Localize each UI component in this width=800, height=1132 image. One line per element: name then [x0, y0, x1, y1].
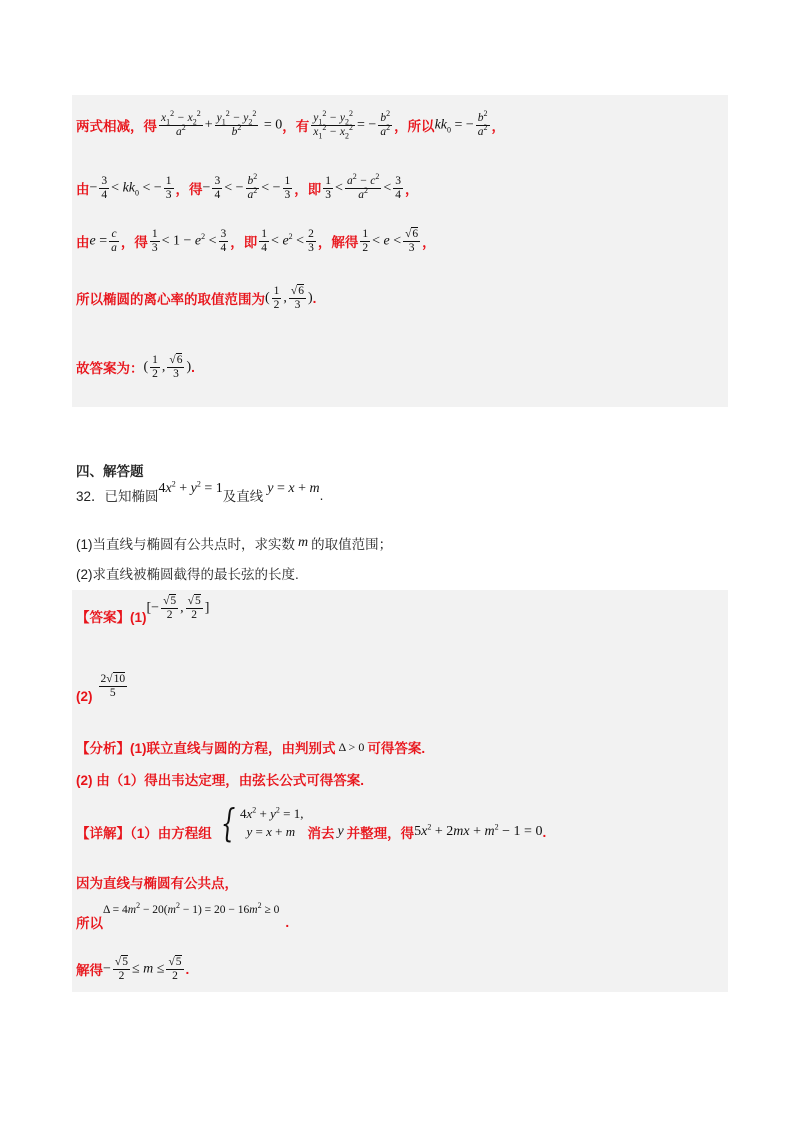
math-e-range-3: $\frac{1}{2}$ < e < $\frac{√6}{3}$	[362, 227, 419, 254]
math-interval-2: ( $\frac{1}{2}$ , $\frac{√6}{3}$ )	[143, 353, 192, 380]
math-interval-1: ( $\frac{1}{2}$ , $\frac{√6}{3}$ )	[265, 284, 313, 311]
math-e-range-1: $\frac{1}{3}$ < $1 - e^2$ < $\frac{3}{4}$	[151, 227, 227, 254]
math-ellipse-eq: $4x^2 + y^2 = 1$	[158, 479, 223, 496]
math-var-y: y	[337, 824, 344, 839]
math-answer-chord: $\frac{2√10}{5}$	[100, 672, 126, 699]
section-heading: 四、解答题	[76, 464, 144, 479]
math-ratio-equation: $\frac{y_1^2 - y_2^2}{x_1^2 - x_2^2}$ = − $\frac{b^2}{a^2}$	[313, 108, 391, 140]
math-subtract-equation: $\frac{x_1^2 - x_2^2}{a^2}$ + $\frac{y_1^2 - y_2^2}{b^2}$ = 0	[161, 108, 283, 138]
derivation-line-2: 由 − $\frac{3}{4}$ < $kk_0$ < − $\frac{1}{3}$ ，得 − $\frac{3}{4}$ < − $\frac{b^2}{a^2}$ < − $\frac{1}{3}$ ，即 $\frac{1}{3}$ < $\frac{a^2 - c^2}{a^2}$ < $\frac{3}{4}$ ，	[76, 171, 419, 201]
math-discriminant: Δ > 0	[338, 739, 365, 754]
math-ba-range: − $\frac{3}{4}$ < − $\frac{b^2}{a^2}$ < − $\frac{1}{3}$	[202, 171, 291, 201]
derivation-line-1: 两式相减，得 $\frac{x_1^2 - x_2^2}{a^2}$ + $\frac{y_1^2 - y_2^2}{b^2}$ = 0 ，有 $\frac{y_1^2 - y_2^2}{x_1^2 - x_2^2}$ = − $\frac{b^2}{a^2}$ ，所以 $kk_0$ = − $\frac{b^2}{a^2}$ ，	[76, 108, 506, 140]
question-32: 32． 已知椭圆 $4x^2 + y^2 = 1$ 及直线 y = x + m .	[76, 479, 324, 504]
math-var-m: m	[298, 535, 309, 550]
derivation-line-4: 所以椭圆的离心率的取值范围为 ( $\frac{1}{2}$ , $\frac{√6}{3}$ ) .	[76, 284, 317, 311]
question-part-1: (1)当直线与椭圆有公共点时，求实数 m 的取值范围；	[76, 535, 393, 552]
answer-line-2: (2) $\frac{2√10}{5}$	[76, 662, 129, 710]
math-slope-product: $kk_0$ = − $\frac{b^2}{a^2}$	[434, 108, 488, 138]
math-delta-inequality: $\Delta = 4m^2 - 20(m^2 - 1) = 20 - 16m^2 \ge 0$	[103, 901, 280, 916]
answer-line-1: 【答案】(1) [− $\frac{√5}{2}$ , $\frac{√5}{2}$ ]	[76, 594, 210, 625]
final-answer-line: 故答案为： ( $\frac{1}{2}$ , $\frac{√6}{3}$ ) .	[76, 353, 195, 380]
math-answer-interval: [− $\frac{√5}{2}$ , $\frac{√5}{2}$ ]	[146, 594, 210, 621]
math-e-range-2: $\frac{1}{4}$ < $e^2$ < $\frac{2}{3}$	[261, 227, 314, 254]
detail-line-1: 【详解】（1）由方程组 { $4x^2 + y^2 = 1$, y = x + m 消去 y 并整理，得 $5x^2 + 2mx + m^2 - 1 = 0$ .	[76, 801, 547, 845]
math-eccentricity-def: e = $\frac{c}{a}$	[89, 227, 117, 254]
math-quadratic: $5x^2 + 2mx + m^2 - 1 = 0$	[414, 822, 543, 839]
math-ac-range: $\frac{1}{3}$ < $\frac{a^2 - c^2}{a^2}$ < $\frac{3}{4}$	[325, 171, 401, 201]
math-m-range: − $\frac{√5}{2}$ ≤ m ≤ $\frac{√5}{2}$	[103, 955, 182, 982]
detail-line-3: 所以 $\Delta = 4m^2 - 20(m^2 - 1) = 20 - 16m^2 \ge 0$ .	[76, 901, 290, 931]
math-slope-range: − $\frac{3}{4}$ < $kk_0$ < − $\frac{1}{3}$	[89, 174, 172, 201]
detail-line-2: 因为直线与椭圆有公共点，	[76, 876, 238, 891]
detail-line-4: 解得 − $\frac{√5}{2}$ ≤ m ≤ $\frac{√5}{2}$ .	[76, 955, 190, 982]
derivation-line-3: 由 e = $\frac{c}{a}$ ，得 $\frac{1}{3}$ < $1 - e^2$ < $\frac{3}{4}$ ，即 $\frac{1}{4}$ < $e^2$ < $\frac{2}{3}$ ，解得 $\frac{1}{2}$ < e < $\frac{√6}{3}$ ，	[76, 227, 436, 254]
math-line-eq: y = x + m	[267, 481, 320, 496]
analysis-line-2: (2) 由（1）得出韦达定理，由弦长公式可得答案.	[76, 773, 365, 788]
question-part-2: (2)求直线被椭圆截得的最长弦的长度.	[76, 567, 299, 582]
analysis-line-1: 【分析】(1)联立直线与圆的方程，由判别式 Δ > 0 可得答案.	[76, 739, 426, 756]
math-equation-system: { $4x^2 + y^2 = 1$, y = x + m	[220, 801, 304, 845]
